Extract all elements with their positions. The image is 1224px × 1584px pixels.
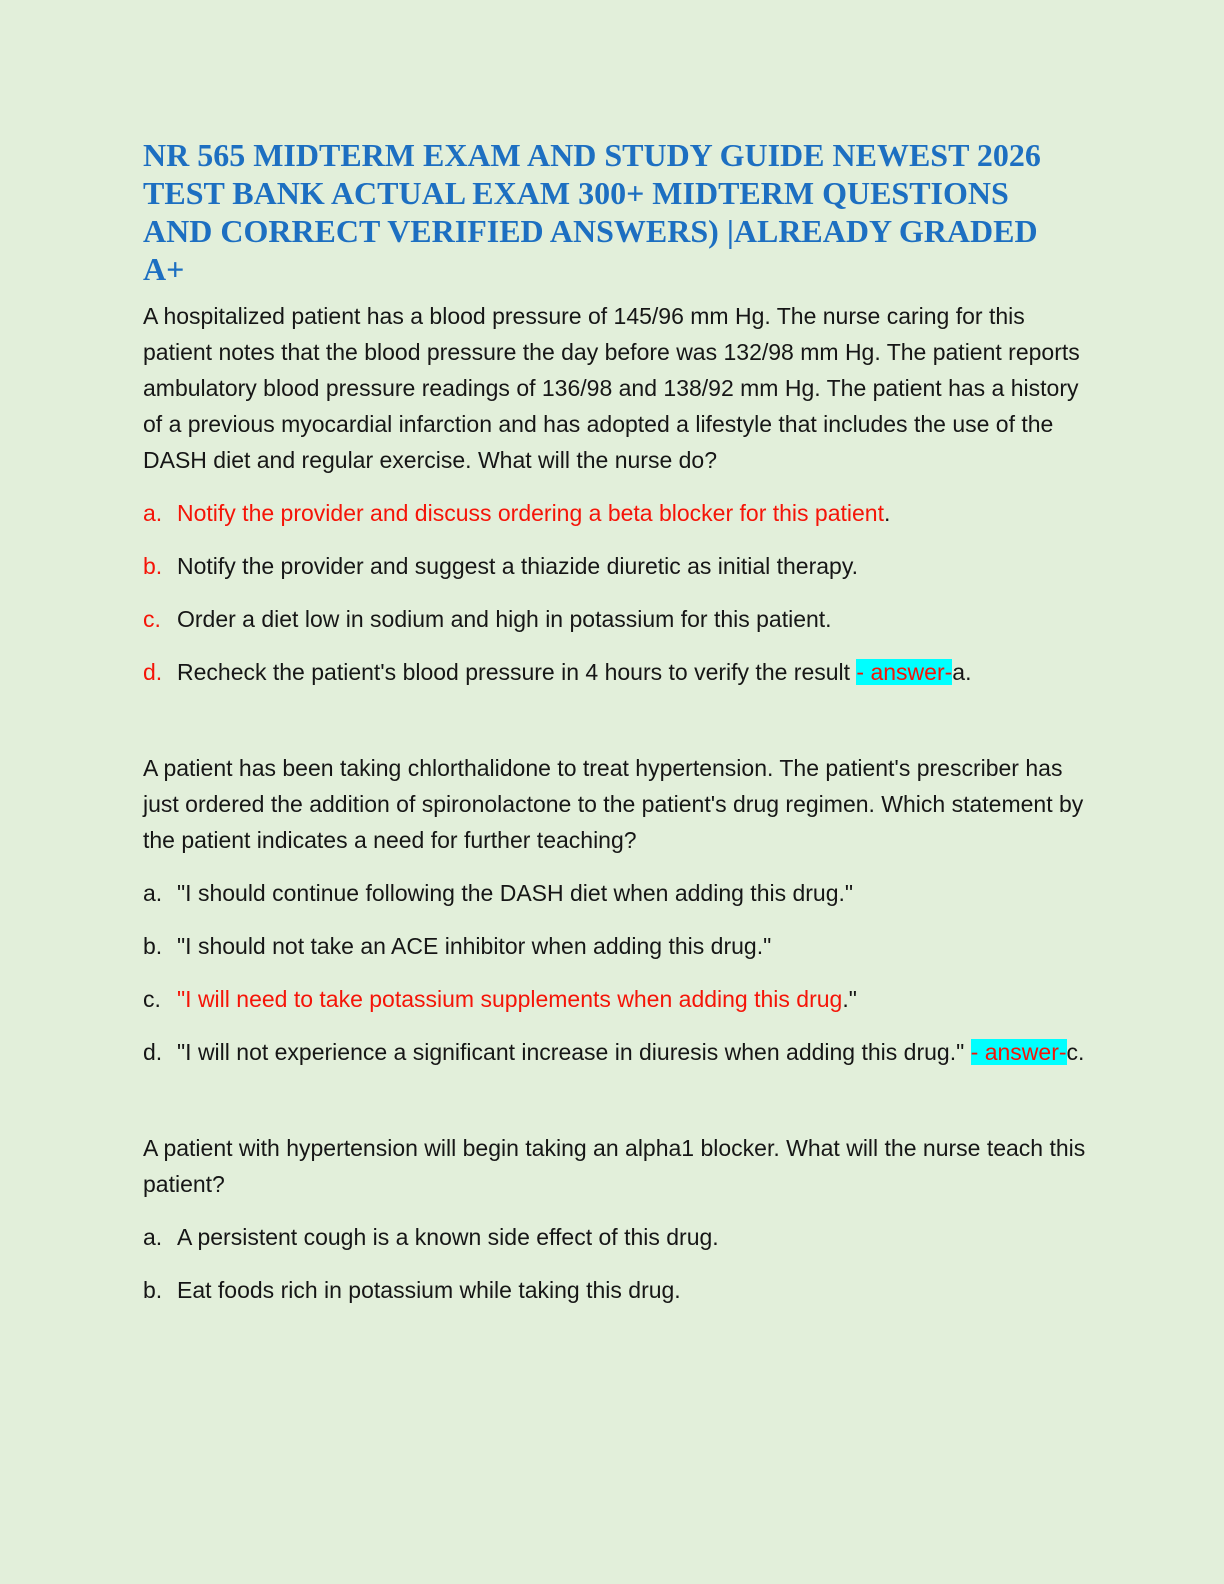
question-block-3 <box>143 1130 1088 1308</box>
option-text-segment: Order a diet low in sodium and high in potassium for this patient. <box>177 606 832 632</box>
answer-option-c <box>143 601 1088 637</box>
question-stem: A patient with hypertension will begin taking an alpha1 blocker. What will the nurse teach this patient? <box>143 1135 1086 1197</box>
option-letter: c. <box>143 986 161 1012</box>
option-letter: d. <box>143 1039 163 1065</box>
option-letter: b. <box>143 1277 163 1303</box>
option-letter: a. <box>143 1224 163 1250</box>
answer-key-letter: a. <box>952 659 972 685</box>
option-letter: c. <box>143 606 161 632</box>
option-text-segment: Recheck the patient's blood pressure in 4 hours to verify the result <box>177 659 857 685</box>
option-letter: a. <box>143 880 163 906</box>
question-block-1 <box>143 298 1088 690</box>
option-text-segment: "I will not experience a significant increase in diuresis when adding this drug." <box>177 1039 971 1065</box>
question-block-2 <box>143 750 1088 1070</box>
answer-marker: - answer- <box>970 1039 1067 1065</box>
option-letter: a. <box>143 500 163 526</box>
document-page <box>143 136 1088 1308</box>
document-title: NR 565 MIDTERM EXAM AND STUDY GUIDE NEWEST 2026 TEST BANK ACTUAL EXAM 300+ MIDTERM QUESTIONS AND CORRECT VERIFIED ANSWERS) |ALREADY GRADED A+ <box>143 137 1041 287</box>
option-text-segment: A persistent cough is a known side effect of this drug. <box>177 1224 719 1250</box>
option-letter: b. <box>143 933 163 959</box>
option-text-segment: . <box>884 500 891 526</box>
option-text-segment: Eat foods rich in potassium while taking this drug. <box>177 1277 681 1303</box>
question-stem: A patient has been taking chlorthalidone to treat hypertension. The patient's prescriber has just ordered the addition of spironolactone to the patient's drug regimen. Which statement by the patient indicates a need for further teaching? <box>143 755 1084 853</box>
option-text-segment: "I should continue following the DASH diet when adding this drug." <box>177 880 854 906</box>
answer-option-b <box>143 548 1088 584</box>
option-text-segment: ." <box>842 986 857 1012</box>
option-text-segment: Notify the provider and suggest a thiazide diuretic as initial therapy. <box>177 553 859 579</box>
answer-key-letter: c. <box>1066 1039 1085 1065</box>
option-text-segment: Notify the provider and discuss ordering a beta blocker for this patient <box>177 500 884 526</box>
option-letter: b. <box>143 553 163 579</box>
answer-option-d <box>143 654 1088 690</box>
answer-option-c <box>143 981 1088 1017</box>
question-stem: A hospitalized patient has a blood pressure of 145/96 mm Hg. The nurse caring for this patient notes that the blood pressure the day before was 132/98 mm Hg. The patient reports ambulatory blood pressure readings of 136/98 and 138/92 mm Hg. The patient has a history of a previous myocardial infarction and has adopted a lifestyle that includes the use of the DASH diet and regular exercise. What will the nurse do? <box>143 303 1080 473</box>
answer-option-a <box>143 495 1088 531</box>
option-text-segment: "I should not take an ACE inhibitor when adding this drug." <box>177 933 772 959</box>
answer-option-d <box>143 1034 1088 1070</box>
answer-option-b <box>143 928 1088 964</box>
answer-option-a <box>143 875 1088 911</box>
answer-option-b <box>143 1272 1088 1308</box>
option-letter: d. <box>143 659 163 685</box>
option-text-segment: "I will need to take potassium supplements when adding this drug <box>177 986 843 1012</box>
answer-marker: - answer- <box>856 659 953 685</box>
answer-option-a <box>143 1219 1088 1255</box>
